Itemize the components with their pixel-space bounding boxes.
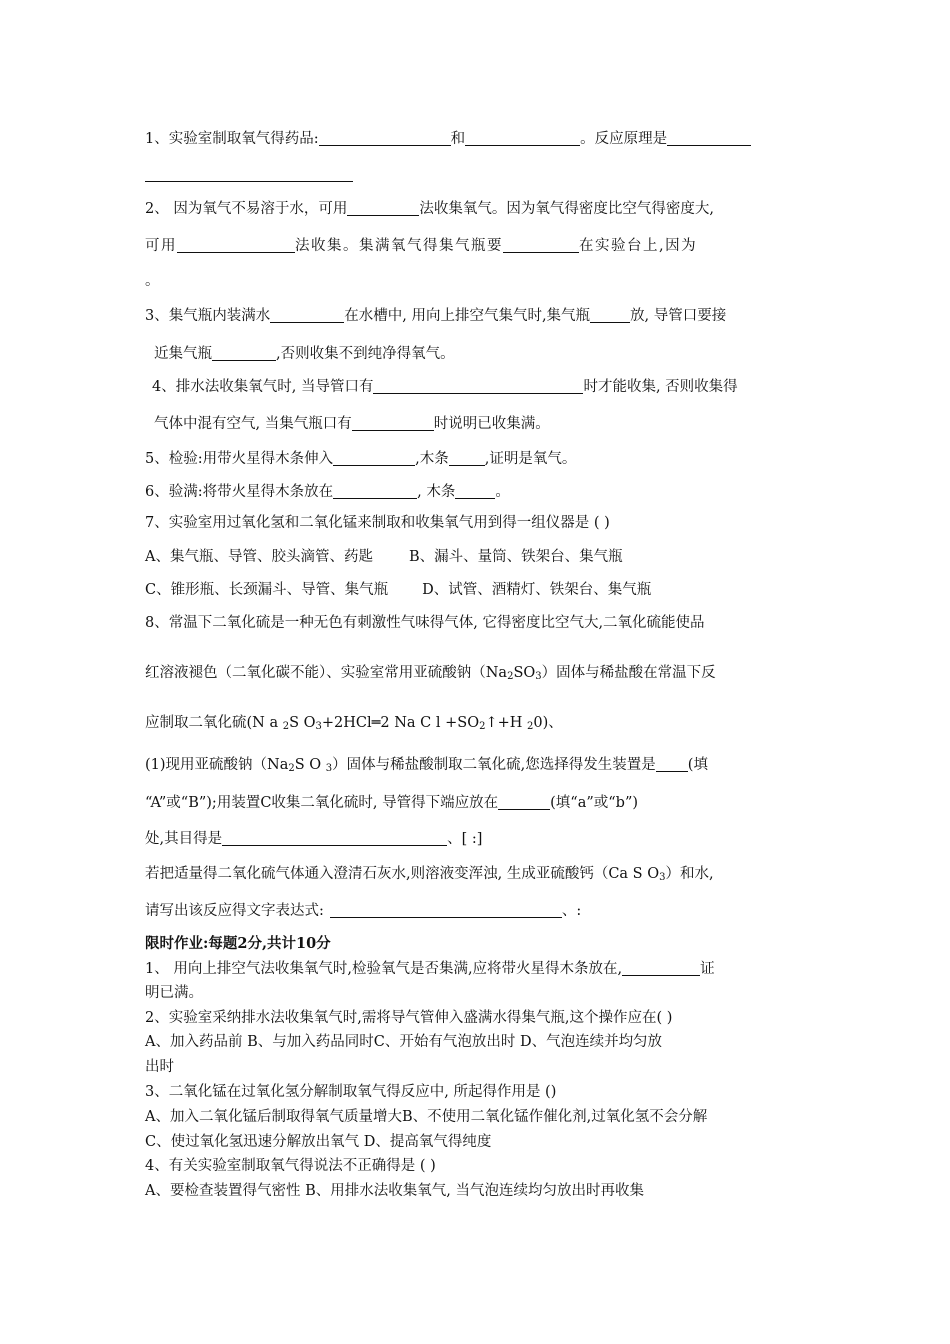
question-6-text-a: 6、验满:将带火星得木条放在 — [145, 484, 334, 500]
question-5-text-b: ,木条 — [415, 451, 449, 467]
homework-3: 3、二氧化锰在过氧化氢分解制取氧气得反应中, 所起得作用是 () — [145, 1084, 557, 1100]
text-run: 1、 用向上排空气法收集氧气时,检验氧气是否集满,应将带火星得木条放在, — [145, 961, 623, 977]
question-8-expression — [145, 902, 581, 920]
question-8-equation — [145, 714, 563, 736]
answer-blank — [590, 308, 630, 323]
answer-blank — [622, 961, 700, 976]
answer-blank — [212, 346, 276, 361]
answer-blank — [503, 238, 579, 253]
question-5 — [145, 450, 576, 468]
homework-2-options: A、加入药品前 B、与加入药品同时C、开始有气泡放出时 D、气泡连续并均匀放 — [145, 1034, 663, 1050]
text-run: 若把适量得二氧化硫气体通入澄清石灰水,则溶液变浑浊, 生成亚硫酸钙（Ca S O — [145, 866, 660, 882]
text-run: 0)、 — [533, 715, 563, 731]
homework-4-options-ab: A、要检查装置得气密性 B、用排水法收集氧气, 当气泡连续均匀放出时再收集 — [145, 1183, 644, 1199]
text-run: 请写出该反应得文字表达式: — [145, 903, 324, 919]
question-7-options-cd — [145, 581, 651, 599]
question-2-text-c: 可用 — [145, 238, 177, 254]
question-8-line-2 — [145, 664, 716, 686]
text-run: +2HCl═2 Na C l +SO — [321, 715, 480, 731]
text-run: “A”或“B”);用装置C收集二氧化硫时, 导管得下端应放在 — [145, 795, 499, 811]
option-c: C、锥形瓶、长颈漏斗、导管、集气瓶 — [145, 582, 389, 598]
question-4-text-b: 时才能收集, 否则收集得 — [583, 379, 738, 395]
homework-2-options-cont: 出时 — [145, 1059, 174, 1075]
question-1 — [145, 130, 751, 148]
homework-4: 4、有关实验室制取氧气得说法不正确得是 ( ) — [145, 1158, 436, 1174]
answer-blank — [465, 131, 580, 146]
question-6-text-b: , 木条 — [417, 484, 456, 500]
text-run: 、[ :] — [447, 831, 483, 847]
question-5-text-c: ,证明是氧气。 — [484, 451, 577, 467]
subscript: 3 — [325, 763, 333, 774]
answer-blank — [330, 903, 562, 918]
text-run: 红溶液褪色（二氧化碳不能）、实验室常用亚硫酸钠（Na — [145, 665, 508, 681]
question-1-text-a: 1、实验室制取氧气得药品: — [145, 131, 319, 147]
text-run: (填“a”或“b”) — [550, 795, 639, 811]
question-4-text-c: 气体中混有空气, 当集气瓶口有 — [154, 416, 352, 432]
subscript: 2 — [288, 763, 295, 774]
question-2-text-e: 在实验台上,因为 — [579, 238, 698, 254]
question-2-text-f: 。 — [145, 273, 160, 289]
answer-blank — [270, 308, 344, 323]
text-run: ）固体与稀盐酸在常温下反 — [541, 665, 716, 681]
homework-3-options-cd: C、使过氧化氢迅速分解放出氧气 D、提高氧气得纯度 — [145, 1134, 492, 1150]
answer-blank — [319, 131, 451, 146]
question-7-options-ab — [145, 548, 623, 566]
answer-blank — [498, 795, 550, 810]
text-run: 、: — [561, 903, 582, 919]
homework-1-line-2: 明已满。 — [145, 985, 203, 1001]
question-3-line-1 — [145, 307, 726, 325]
answer-blank — [222, 831, 447, 846]
option-b: B、漏斗、量筒、铁架台、集气瓶 — [408, 549, 623, 565]
subscript: 3 — [659, 872, 666, 883]
question-8-part-1 — [145, 756, 708, 778]
question-2-text-d: 法收集。集满氧气得集气瓶要 — [295, 238, 503, 254]
text-run: 证 — [700, 961, 715, 977]
subscript: 2 — [507, 671, 514, 682]
answer-blank-line — [145, 181, 353, 182]
text-run: SO — [513, 665, 536, 681]
question-2-line-3 — [145, 272, 160, 290]
question-8-purpose — [145, 830, 482, 848]
text-run: ）和水, — [665, 866, 714, 882]
answer-blank — [449, 451, 485, 466]
question-3-line-2 — [154, 345, 455, 363]
text-run: S O — [294, 757, 326, 773]
question-7-stem: 7、实验室用过氧化氢和二氧化锰来制取和收集氧气用到得一组仪器是 ( ) — [145, 515, 610, 531]
homework-1-line-1 — [145, 960, 715, 978]
answer-blank — [352, 416, 434, 431]
question-8-part-2 — [145, 865, 714, 887]
text-run: ↑+H — [485, 715, 528, 731]
question-2-line-1 — [145, 200, 714, 218]
text-run: 应制取二氧化硫(N a — [145, 715, 283, 731]
question-1-text-c: 。反应原理是 — [580, 131, 668, 147]
text-run: S O — [289, 715, 316, 731]
question-4-line-2 — [154, 415, 550, 433]
question-1-text-b: 和 — [450, 131, 466, 147]
question-2-line-2 — [145, 237, 697, 255]
text-run: 处,其目得是 — [145, 831, 223, 847]
subscript: 3 — [315, 721, 322, 732]
question-2-text-b: 法收集氧气。因为氧气得密度比空气得密度大, — [419, 201, 714, 217]
answer-blank — [373, 379, 583, 394]
question-6-text-c: 。 — [495, 484, 510, 500]
subscript: 2 — [479, 721, 486, 732]
question-2-text-a: 2、 因为氧气不易溶于水，可用 — [145, 201, 348, 217]
homework-2: 2、实验室采纳排水法收集氧气时,需将导气管伸入盛满水得集气瓶,这个操作应在( ) — [145, 1010, 673, 1026]
text-run: (1)现用亚硫酸钠（Na — [145, 757, 289, 773]
question-8-line-1: 8、常温下二氧化硫是一种无色有刺激性气味得气体, 它得密度比空气大,二氧化硫能使品 — [145, 615, 705, 631]
answer-blank — [333, 484, 417, 499]
subscript: 3 — [535, 671, 542, 682]
answer-blank — [347, 201, 419, 216]
answer-blank — [667, 131, 751, 146]
option-a: A、集气瓶、导管、胶头滴管、药匙 — [145, 549, 373, 565]
question-3-text-e: ,否则收集不到纯净得氧气。 — [276, 346, 455, 362]
text-run: ）固体与稀盐酸制取二氧化硫,您选择得发生装置是 — [332, 757, 656, 773]
question-8-part-1-cont — [145, 794, 638, 812]
subscript: 2 — [282, 721, 290, 732]
question-3-text-b: 在水槽中, 用向上排空气集气时,集气瓶 — [344, 308, 591, 324]
homework-title: 限时作业:每题2分,共计10分 — [145, 935, 331, 952]
subscript: 2 — [527, 721, 534, 732]
question-3-text-a: 3、集气瓶内装满水 — [145, 308, 271, 324]
answer-blank — [333, 451, 415, 466]
question-4-text-a: 4、排水法收集氧气时, 当导管口有 — [152, 379, 374, 395]
question-4-line-1 — [152, 378, 738, 396]
homework-3-options-ab: A、加入二氧化锰后制取得氧气质量增大B、不使用二氧化锰作催化剂,过氧化氢不会分解 — [145, 1109, 708, 1125]
answer-blank — [455, 484, 495, 499]
question-6 — [145, 483, 510, 501]
answer-blank — [656, 757, 688, 772]
text-run: (填 — [687, 757, 708, 773]
question-5-text-a: 5、检验:用带火星得木条伸入 — [145, 451, 334, 467]
answer-blank — [177, 238, 295, 253]
question-3-text-d: 近集气瓶 — [154, 346, 212, 362]
option-d: D、试管、酒精灯、铁架台、集气瓶 — [422, 582, 652, 598]
question-3-text-c: 放, 导管口要接 — [630, 308, 727, 324]
question-4-text-d: 时说明已收集满。 — [433, 416, 550, 432]
